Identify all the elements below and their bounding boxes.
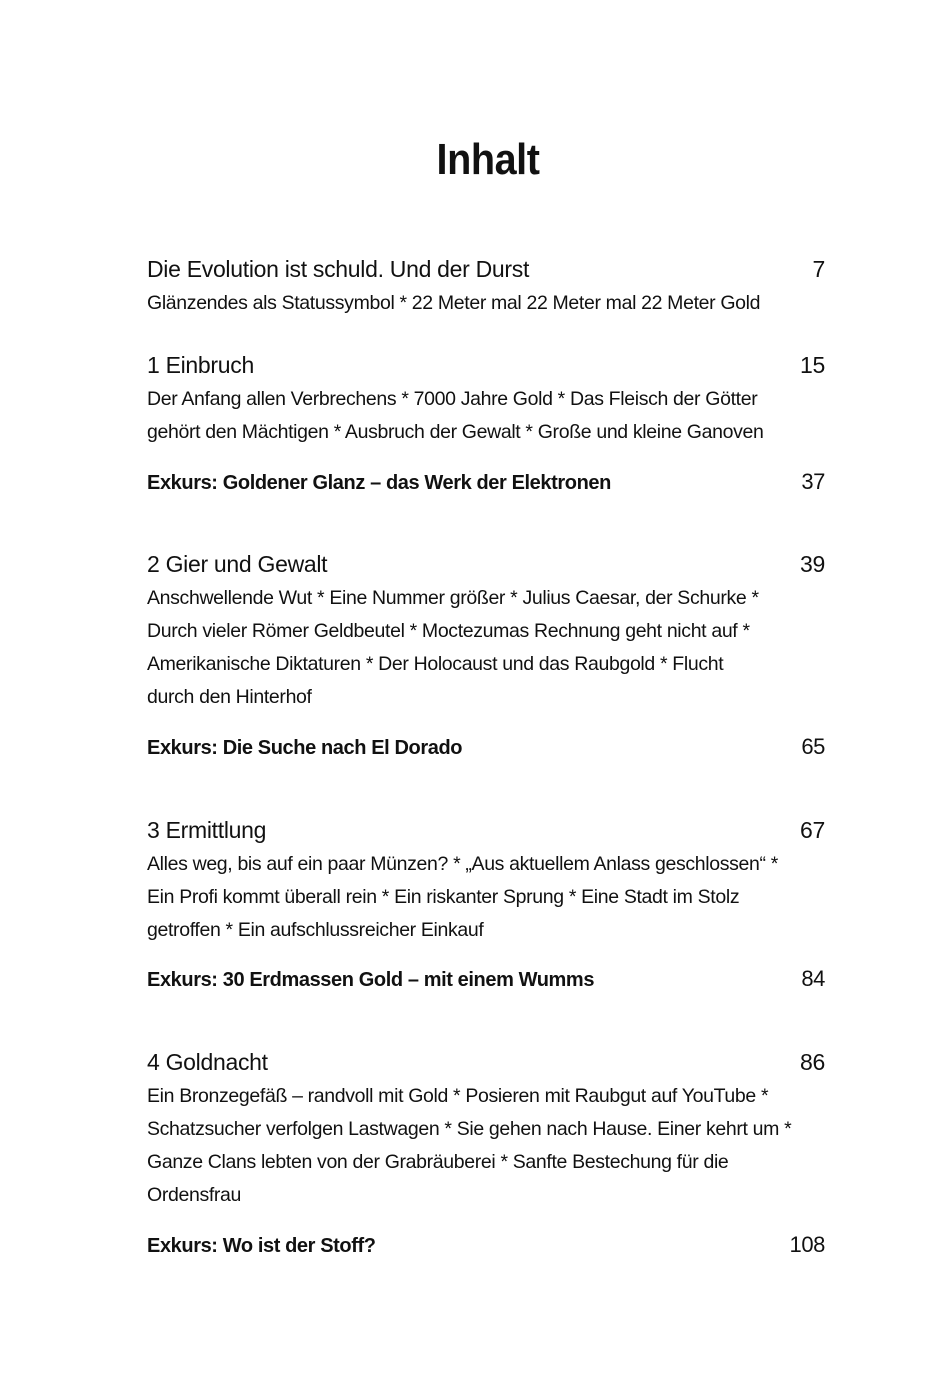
toc-entry-subtopics xyxy=(147,848,827,947)
toc-entry-chapter-4 xyxy=(147,1046,825,1212)
subtopic-line: Der Anfang allen Verbrechens * 7000 Jahre Gold * Das Fleisch der Götter xyxy=(147,388,758,410)
toc-excursus-page: 84 xyxy=(801,966,825,991)
toc-entry-subtopics xyxy=(147,383,827,449)
toc-entry-title: 3 Ermittlung xyxy=(147,817,267,843)
toc-entry-page: 15 xyxy=(800,352,825,378)
subtopic-line: getroffen * Ein aufschlussreicher Einkauf xyxy=(147,919,484,941)
toc-excursus-2 xyxy=(147,732,825,763)
toc-entry-chapter-1 xyxy=(147,349,825,449)
toc-excursus-title: Exkurs: Die Suche nach El Dorado xyxy=(147,737,463,759)
subtopic-line: gehört den Mächtigen * Ausbruch der Gewalt * Große und kleine Ganoven xyxy=(147,421,764,443)
toc-entry-title: 2 Gier und Gewalt xyxy=(147,551,328,577)
toc-entry-title: 4 Goldnacht xyxy=(147,1049,268,1075)
toc-excursus-1 xyxy=(147,467,825,498)
subtopic-line: Durch vieler Römer Geldbeutel * Moctezumas Rechnung geht nicht auf * xyxy=(147,620,750,642)
toc-entry-page: 7 xyxy=(812,256,825,282)
toc-excursus-title: Exkurs: 30 Erdmassen Gold – mit einem Wumms xyxy=(147,969,595,991)
toc-entry-chapter-2 xyxy=(147,548,825,714)
toc-entry-prologue xyxy=(147,253,825,320)
subtopic-line: Ein Bronzegefäß – randvoll mit Gold * Posieren mit Raubgut auf YouTube * xyxy=(147,1085,769,1107)
toc-excursus-page: 65 xyxy=(801,734,825,759)
subtopic-line: Schatzsucher verfolgen Lastwagen * Sie gehen nach Hause. Einer kehrt um * xyxy=(147,1118,792,1140)
subtopic-line: Ein Profi kommt überall rein * Ein riskanter Sprung * Eine Stadt im Stolz xyxy=(147,886,740,908)
toc-excursus-page: 37 xyxy=(801,469,825,494)
toc-excursus-page: 108 xyxy=(789,1232,825,1257)
toc-entry-subtopics xyxy=(147,287,827,320)
subtopic-line: Amerikanische Diktaturen * Der Holocaust und das Raubgold * Flucht xyxy=(147,653,724,675)
toc-entry-page: 67 xyxy=(800,817,825,843)
toc-excursus-3 xyxy=(147,964,825,995)
toc-entry-title: 1 Einbruch xyxy=(147,352,254,378)
toc-entry-title: Die Evolution ist schuld. Und der Durst xyxy=(147,256,530,282)
toc-entry-page: 86 xyxy=(800,1049,825,1075)
subtopic-line: Anschwellende Wut * Eine Nummer größer * Julius Caesar, der Schurke * xyxy=(147,587,759,609)
subtopic-line: Ordensfrau xyxy=(147,1184,242,1206)
toc-entry-page: 39 xyxy=(800,551,825,577)
toc-excursus-title: Exkurs: Goldener Glanz – das Werk der Elektronen xyxy=(147,472,611,494)
page-title: Inhalt xyxy=(436,135,540,184)
toc-excursus-4 xyxy=(147,1230,825,1261)
subtopic-line: Glänzendes als Statussymbol * 22 Meter mal 22 Meter mal 22 Meter Gold xyxy=(147,292,761,314)
subtopic-line: durch den Hinterhof xyxy=(147,686,312,708)
toc-entry-chapter-3 xyxy=(147,814,825,947)
toc-excursus-title: Exkurs: Wo ist der Stoff? xyxy=(147,1235,376,1257)
subtopic-line: Alles weg, bis auf ein paar Münzen? * „Aus aktuellem Anlass geschlossen“ * xyxy=(147,853,778,875)
toc-entry-subtopics xyxy=(147,582,827,714)
toc-entry-subtopics xyxy=(147,1080,827,1212)
subtopic-line: Ganze Clans lebten von der Grabräuberei * Sanfte Bestechung für die xyxy=(147,1151,729,1173)
